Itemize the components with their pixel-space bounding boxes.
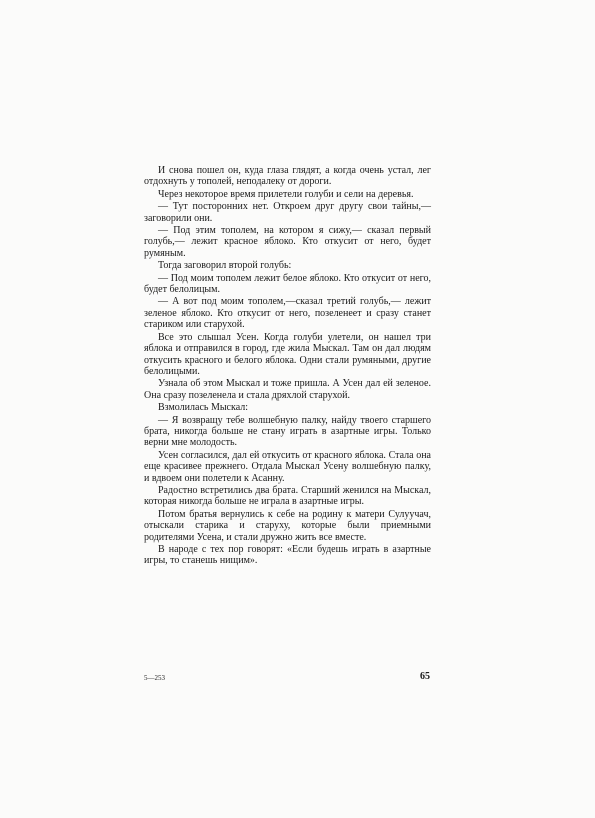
paragraph: Потом братья вернулись к себе на родину к матери Сулуучач, отыскали старика и старуху, которые были приемными родителями Усена, и стали дружно жить все вместе. [144, 508, 431, 543]
paragraph: Узнала об этом Мыскал и тоже пришла. А Усен дал ей зеленое. Она сразу позеленела и стала дряхлой старухой. [144, 378, 431, 401]
paragraph: — Я возвращу тебе волшебную палку, найду твоего старшего брата, никогда больше не стану играть в азартные игры. Только верни мне молодость. [144, 414, 431, 449]
paragraph: — Под этим тополем, на котором я сижу,— сказал первый голубь,— лежит красное яблоко. Кто откусит от него, будет румяным. [144, 225, 431, 259]
paragraph: Усен согласился, дал ей откусить от красного яблока. Стала она еще красивее прежнего. Отдала Мыскал Усену волшебную палку, и вдвоем они полетели к Асанну. [144, 449, 431, 484]
paragraph: Через некоторое время прилетели голуби и сели на деревья. [158, 188, 414, 200]
paragraph: Радостно встретились два брата. Старший женился на Мыскал, которая никогда больше не играла в азартные игры. [144, 484, 431, 508]
paragraph: В народе с тех пор говорят: «Если будешь играть в азартные игры, то станешь нищим». [144, 544, 431, 567]
paragraph: — А вот под моим тополем,—сказал третий голубь,— лежит зеленое яблоко. Кто откусит от него, позеленеет и сразу станет стариком или старухой. [144, 296, 431, 331]
printer-signature: 5—253 [144, 674, 165, 682]
paragraph: — Под моим тополем лежит белое яблоко. Кто откусит от него, будет белолицым. [144, 272, 431, 296]
paragraph: Тогда заговорил второй голубь: [158, 260, 292, 272]
paragraph: Все это слышал Усен. Когда голуби улетели, он нашел три яблока и отправился в город, где жила Мыскал. Там он дал людям откусить красного и белого яблока. Одни стали румяными, другие белолицыми. [144, 331, 431, 377]
paragraph: Взмолилась Мыскал: [158, 402, 248, 414]
page-number: 65 [420, 671, 430, 682]
story-text [144, 165, 431, 567]
paragraph: И снова пошел он, куда глаза глядят, а когда очень устал, лег отдохнуть у тополей, неподалеку от дороги. [144, 165, 431, 188]
paragraph: — Тут посторонних нет. Откроем друг другу свои тайны,— заговорили они. [144, 201, 431, 224]
